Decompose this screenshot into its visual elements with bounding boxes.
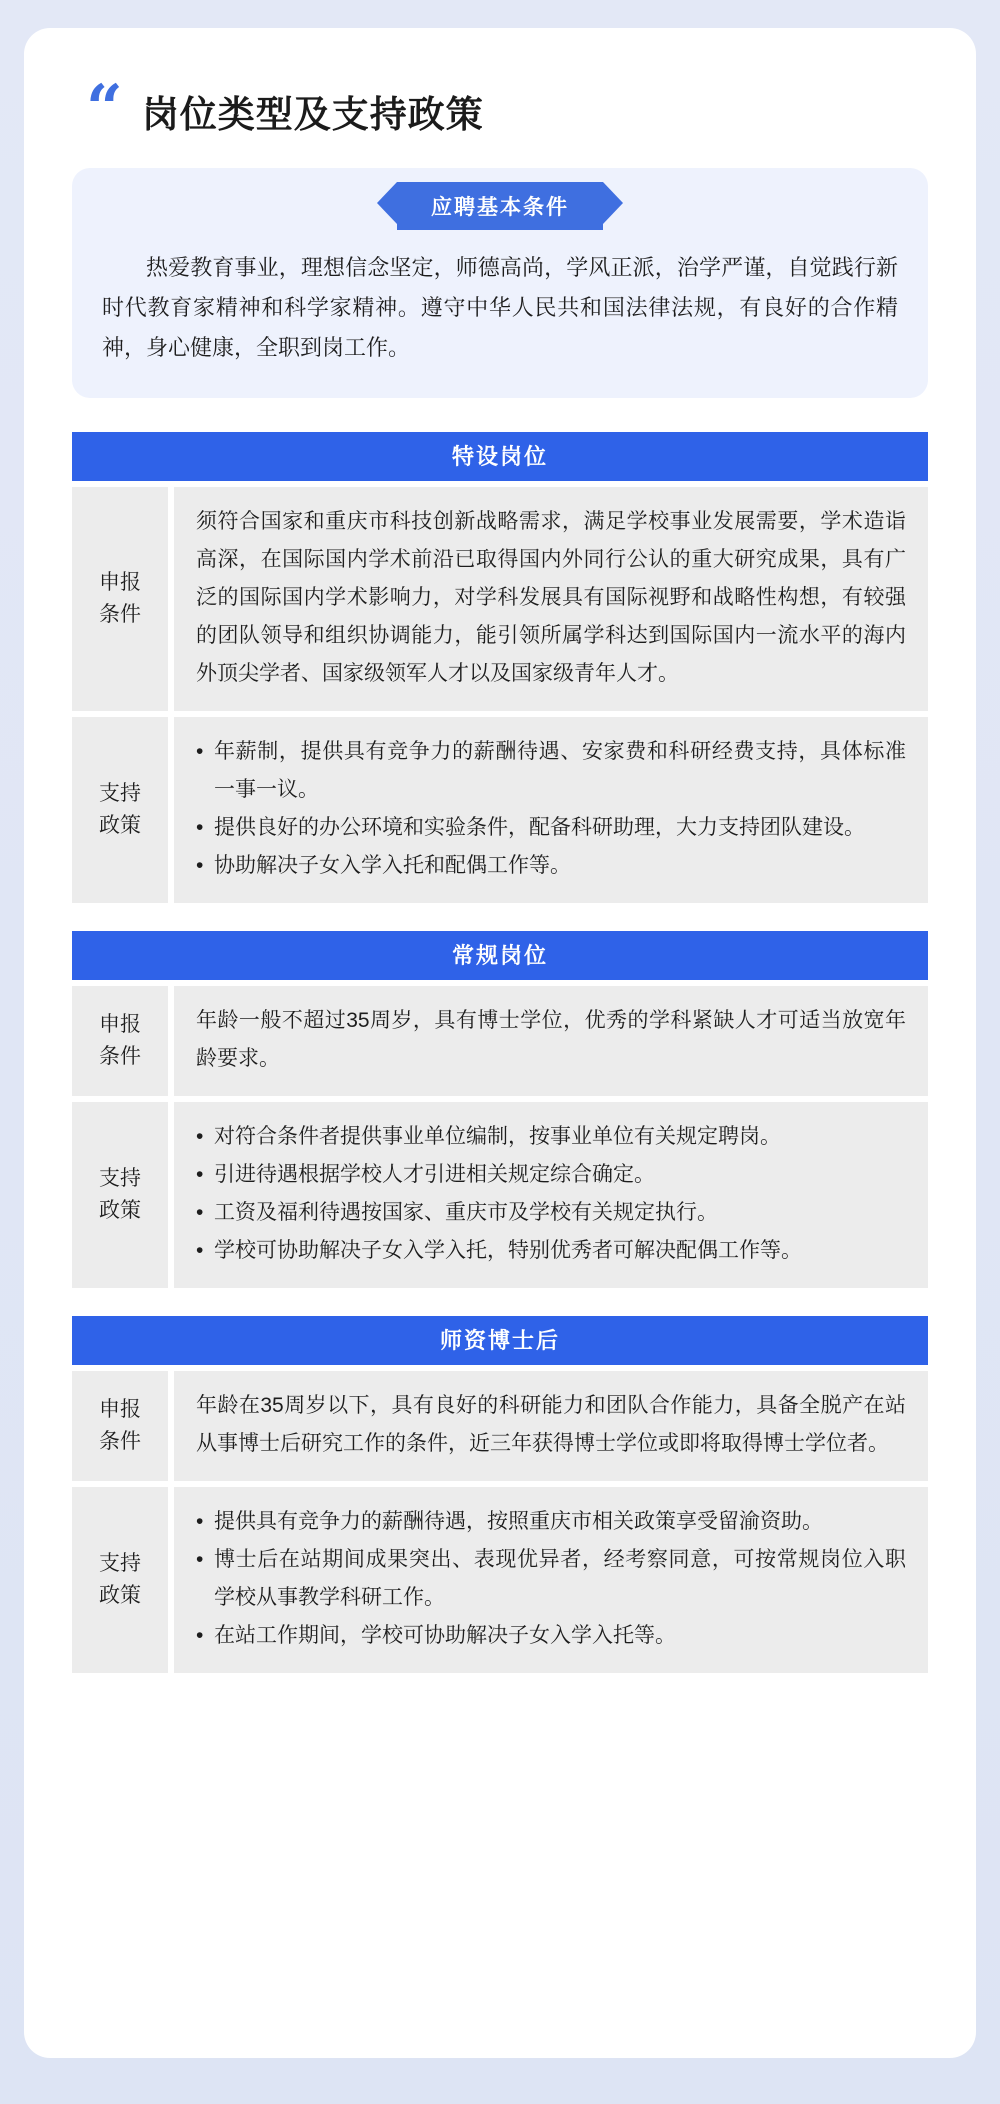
- section-title: 常规岗位: [72, 931, 928, 980]
- row-label-line2: 政策: [99, 814, 141, 837]
- row-body: [174, 1371, 928, 1481]
- row-label: [72, 1371, 168, 1481]
- section-title: 特设岗位: [72, 432, 928, 481]
- list-item: • 博士后在站期间成果突出、表现优异者，经考察同意，可按常规岗位入职学校从事教学科研工作。: [196, 1541, 906, 1617]
- list-item: • 提供具有竞争力的薪酬待遇，按照重庆市相关政策享受留渝资助。: [196, 1503, 906, 1541]
- row-body: [174, 717, 928, 903]
- row-paragraph: 须符合国家和重庆市科技创新战略需求，满足学校事业发展需要，学术造诣高深，在国际国内学术前沿已取得国内外同行公认的重大研究成果，具有广泛的国际国内学术影响力，对学科发展具有国际视野和战略性构想，有较强的团队领导和组织协调能力，能引领所属学科达到国际国内一流水平的海内外顶尖学者、国家级领军人才以及国家级青年人才。: [196, 510, 906, 685]
- row-label: [72, 1487, 168, 1673]
- list-item: • 学校可协助解决子女入学入托，特别优秀者可解决配偶工作等。: [196, 1232, 906, 1270]
- row-label-line2: 条件: [99, 603, 141, 626]
- row-label-line2: 条件: [99, 1045, 141, 1068]
- table-row: [72, 1487, 928, 1673]
- row-label: [72, 717, 168, 903]
- row-body: [174, 986, 928, 1096]
- row-body: [174, 1487, 928, 1673]
- intro-panel: [72, 168, 928, 398]
- row-label-line1: 申报: [99, 1013, 141, 1036]
- row-paragraph: 年龄一般不超过35周岁，具有博士学位，优秀的学科紧缺人才可适当放宽年龄要求。: [196, 1009, 906, 1070]
- row-label-line1: 申报: [99, 571, 141, 594]
- list-item: • 年薪制，提供具有竞争力的薪酬待遇、安家费和科研经费支持，具体标准一事一议。: [196, 733, 906, 809]
- page-header: [86, 71, 928, 146]
- list-item: • 对符合条件者提供事业单位编制，按事业单位有关规定聘岗。: [196, 1118, 906, 1156]
- section-postdoc: [72, 1316, 928, 1673]
- row-paragraph: 年龄在35周岁以下，具有良好的科研能力和团队合作能力，具备全脱产在站从事博士后研究工作的条件，近三年获得博士学位或即将取得博士学位者。: [196, 1394, 906, 1455]
- list-item: • 工资及福利待遇按国家、重庆市及学校有关规定执行。: [196, 1194, 906, 1232]
- content-card: [24, 28, 976, 2058]
- list-item: • 协助解决子女入学入托和配偶工作等。: [196, 847, 906, 885]
- row-body: [174, 487, 928, 711]
- row-body: [174, 1102, 928, 1288]
- list-item: • 引进待遇根据学校人才引进相关规定综合确定。: [196, 1156, 906, 1194]
- row-label-line1: 支持: [99, 1167, 141, 1190]
- row-label: [72, 487, 168, 711]
- section-regular-post: [72, 931, 928, 1288]
- row-label-line1: 支持: [99, 782, 141, 805]
- list-item: • 提供良好的办公环境和实验条件，配备科研助理，大力支持团队建设。: [196, 809, 906, 847]
- row-label-line1: 支持: [99, 1552, 141, 1575]
- table-row: [72, 487, 928, 711]
- quote-mark-icon: “: [86, 71, 120, 146]
- intro-ribbon-label: 应聘基本条件: [397, 182, 603, 230]
- list-item: • 在站工作期间，学校可协助解决子女入学入托等。: [196, 1617, 906, 1655]
- table-row: [72, 986, 928, 1096]
- row-label: [72, 1102, 168, 1288]
- page-title: 岗位类型及支持政策: [141, 94, 484, 135]
- row-label: [72, 986, 168, 1096]
- section-special-post: [72, 432, 928, 903]
- table-row: [72, 717, 928, 903]
- bullet-list: [196, 1118, 906, 1270]
- row-label-line2: 条件: [99, 1430, 141, 1453]
- intro-text: 热爱教育事业，理想信念坚定，师德高尚，学风正派，治学严谨，自觉践行新时代教育家精神和科学家精神。遵守中华人民共和国法律法规，有良好的合作精神，身心健康，全职到岗工作。: [102, 255, 898, 360]
- table-row: [72, 1102, 928, 1288]
- row-label-line2: 政策: [99, 1584, 141, 1607]
- table-row: [72, 1371, 928, 1481]
- bullet-list: [196, 733, 906, 885]
- bullet-list: [196, 1503, 906, 1655]
- row-label-line2: 政策: [99, 1199, 141, 1222]
- row-label-line1: 申报: [99, 1398, 141, 1421]
- section-title: 师资博士后: [72, 1316, 928, 1365]
- intro-ribbon-wrap: [102, 182, 898, 230]
